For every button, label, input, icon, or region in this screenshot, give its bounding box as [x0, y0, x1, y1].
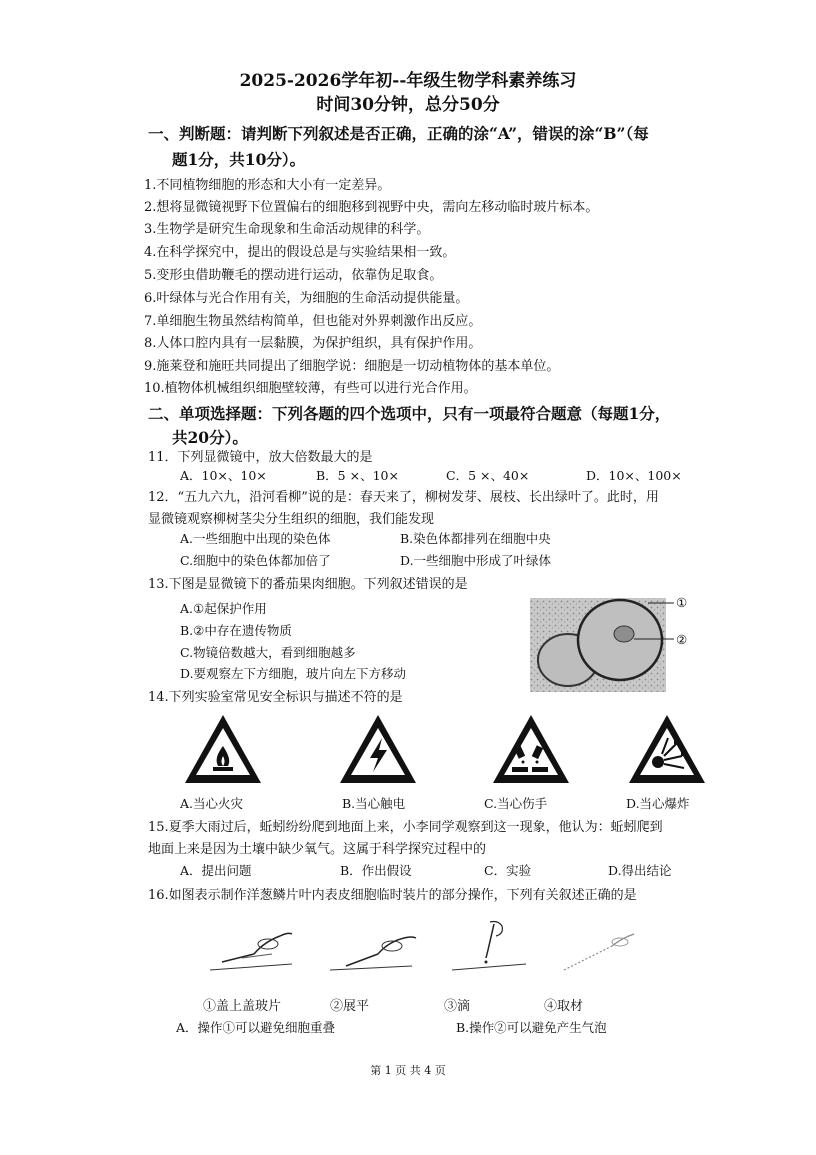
- q14-stem: 14.下列实验室常见安全标识与描述不符的是: [148, 690, 403, 705]
- q11-option-d: D．10×、100×: [586, 468, 682, 483]
- q16-step-1: ①盖上盖玻片: [203, 999, 282, 1014]
- q12-option-a: A.一些细胞中出现的染色体: [180, 531, 331, 546]
- q15-option-a: A．提出问题: [180, 863, 252, 878]
- q16-step-3: ③滴: [444, 999, 471, 1014]
- q15-option-d: D.得出结论: [608, 863, 672, 878]
- take-material-operation-drawing: [556, 926, 646, 980]
- micrograph-label-2: ②: [676, 632, 688, 647]
- explosion-warning-icon: [626, 712, 708, 790]
- drop-operation-drawing: [446, 918, 536, 980]
- q15-stem: 15.夏季大雨过后，蚯蚓纷纷爬到地面上来，小李同学观察到这一现象，他认为：蚯蚓爬到: [148, 820, 663, 835]
- q14-option-d: D.当心爆炸: [626, 796, 690, 811]
- section2-heading: 二、单项选择题：下列各题的四个选项中，只有一项最符合题意（每题1分，: [148, 404, 671, 423]
- judge-item: 3.生物学是研究生命现象和生命活动规律的科学。: [144, 222, 430, 237]
- q16-step-4: ④取材: [544, 999, 584, 1014]
- q14-option-b: B.当心触电: [342, 796, 406, 811]
- q11-option-b: B．5 ×、10×: [316, 468, 399, 483]
- q16-option-b: B.操作②可以避免产生气泡: [456, 1020, 607, 1035]
- fire-warning-icon: [182, 712, 264, 790]
- q11-stem: 11．下列显微镜中，放大倍数最大的是: [148, 450, 373, 465]
- judge-item: 10.植物体机械组织细胞壁较薄，有些可以进行光合作用。: [144, 381, 477, 396]
- corrosive-warning-icon: [490, 712, 572, 790]
- exam-subtitle: 时间30分钟，总分50分: [316, 95, 500, 115]
- q15-option-c: C．实验: [484, 863, 532, 878]
- section2-heading-cont: 共20分）。: [172, 428, 248, 447]
- flatten-operation-drawing: [322, 924, 422, 980]
- q13-option-d: D.要观察左下方细胞，玻片向左下方移动: [180, 666, 407, 681]
- page-number: 第 1 页 共 4 页: [370, 1064, 446, 1077]
- judge-item: 1.不同植物细胞的形态和大小有一定差异。: [144, 178, 391, 193]
- q13-option-a: A.①起保护作用: [180, 601, 267, 616]
- section1-heading: 一、判断题：请判断下列叙述是否正确，正确的涂“A”，错误的涂“B”（每: [148, 124, 649, 143]
- judge-item: 7.单细胞生物虽然结构简单，但也能对外界刺激作出反应。: [144, 314, 482, 329]
- q12-stem-cont: 显微镜观察柳树茎尖分生组织的细胞，我们能发现: [148, 512, 435, 527]
- exam-title: 2025-2026学年初--年级生物学科素养练习: [239, 71, 577, 91]
- q11-option-a: A．10×、10×: [180, 468, 267, 483]
- q12-option-b: B.染色体都排列在细胞中央: [400, 531, 551, 546]
- judge-item: 8.人体口腔内具有一层黏膜，为保护组织，具有保护作用。: [144, 336, 482, 351]
- q14-option-a: A.当心火灾: [180, 796, 244, 811]
- q12-option-c: C.细胞中的染色体都加倍了: [180, 553, 331, 568]
- micrograph-label-1: ①: [676, 595, 688, 610]
- q13-stem: 13.下图是显微镜下的番茄果肉细胞。下列叙述错误的是: [148, 577, 468, 592]
- q12-stem: 12．“五九六九，沿河看柳”说的是：春天来了，柳树发芽、展枝、长出绿叶了。此时，用: [148, 490, 659, 505]
- tomato-cell-micrograph: [530, 594, 690, 694]
- judge-item: 9.施莱登和施旺共同提出了细胞学说：细胞是一切动植物体的基本单位。: [144, 359, 560, 374]
- q16-option-a: A．操作①可以避免细胞重叠: [176, 1020, 336, 1035]
- electric-shock-warning-icon: [337, 712, 419, 790]
- judge-item: 5.变形虫借助鞭毛的摆动进行运动，依靠伪足取食。: [144, 268, 443, 283]
- q14-option-c: C.当心伤手: [484, 796, 548, 811]
- q12-option-d: D.一些细胞中形成了叶绿体: [400, 553, 552, 568]
- q13-option-b: B.②中存在遗传物质: [180, 623, 292, 638]
- q15-option-b: B．作出假设: [340, 863, 412, 878]
- q13-option-c: C.物镜倍数越大，看到细胞越多: [180, 645, 356, 660]
- judge-item: 2.想将显微镜视野下位置偏右的细胞移到视野中央，需向左移动临时玻片标本。: [144, 200, 599, 215]
- q16-step-2: ②展平: [330, 999, 370, 1014]
- q15-stem-cont: 地面上来是因为土壤中缺少氧气。这属于科学探究过程中的: [148, 842, 487, 857]
- q11-option-c: C．5 ×、40×: [446, 468, 530, 483]
- judge-item: 6.叶绿体与光合作用有关，为细胞的生命活动提供能量。: [144, 291, 469, 306]
- coverslip-operation-drawing: [202, 924, 302, 980]
- section1-heading-cont: 题1分，共10分）。: [172, 150, 306, 169]
- judge-item: 4.在科学探究中，提出的假设总是与实验结果相一致。: [144, 245, 456, 260]
- q16-stem: 16.如图表示制作洋葱鳞片叶内表皮细胞临时装片的部分操作，下列有关叙述正确的是: [148, 888, 637, 903]
